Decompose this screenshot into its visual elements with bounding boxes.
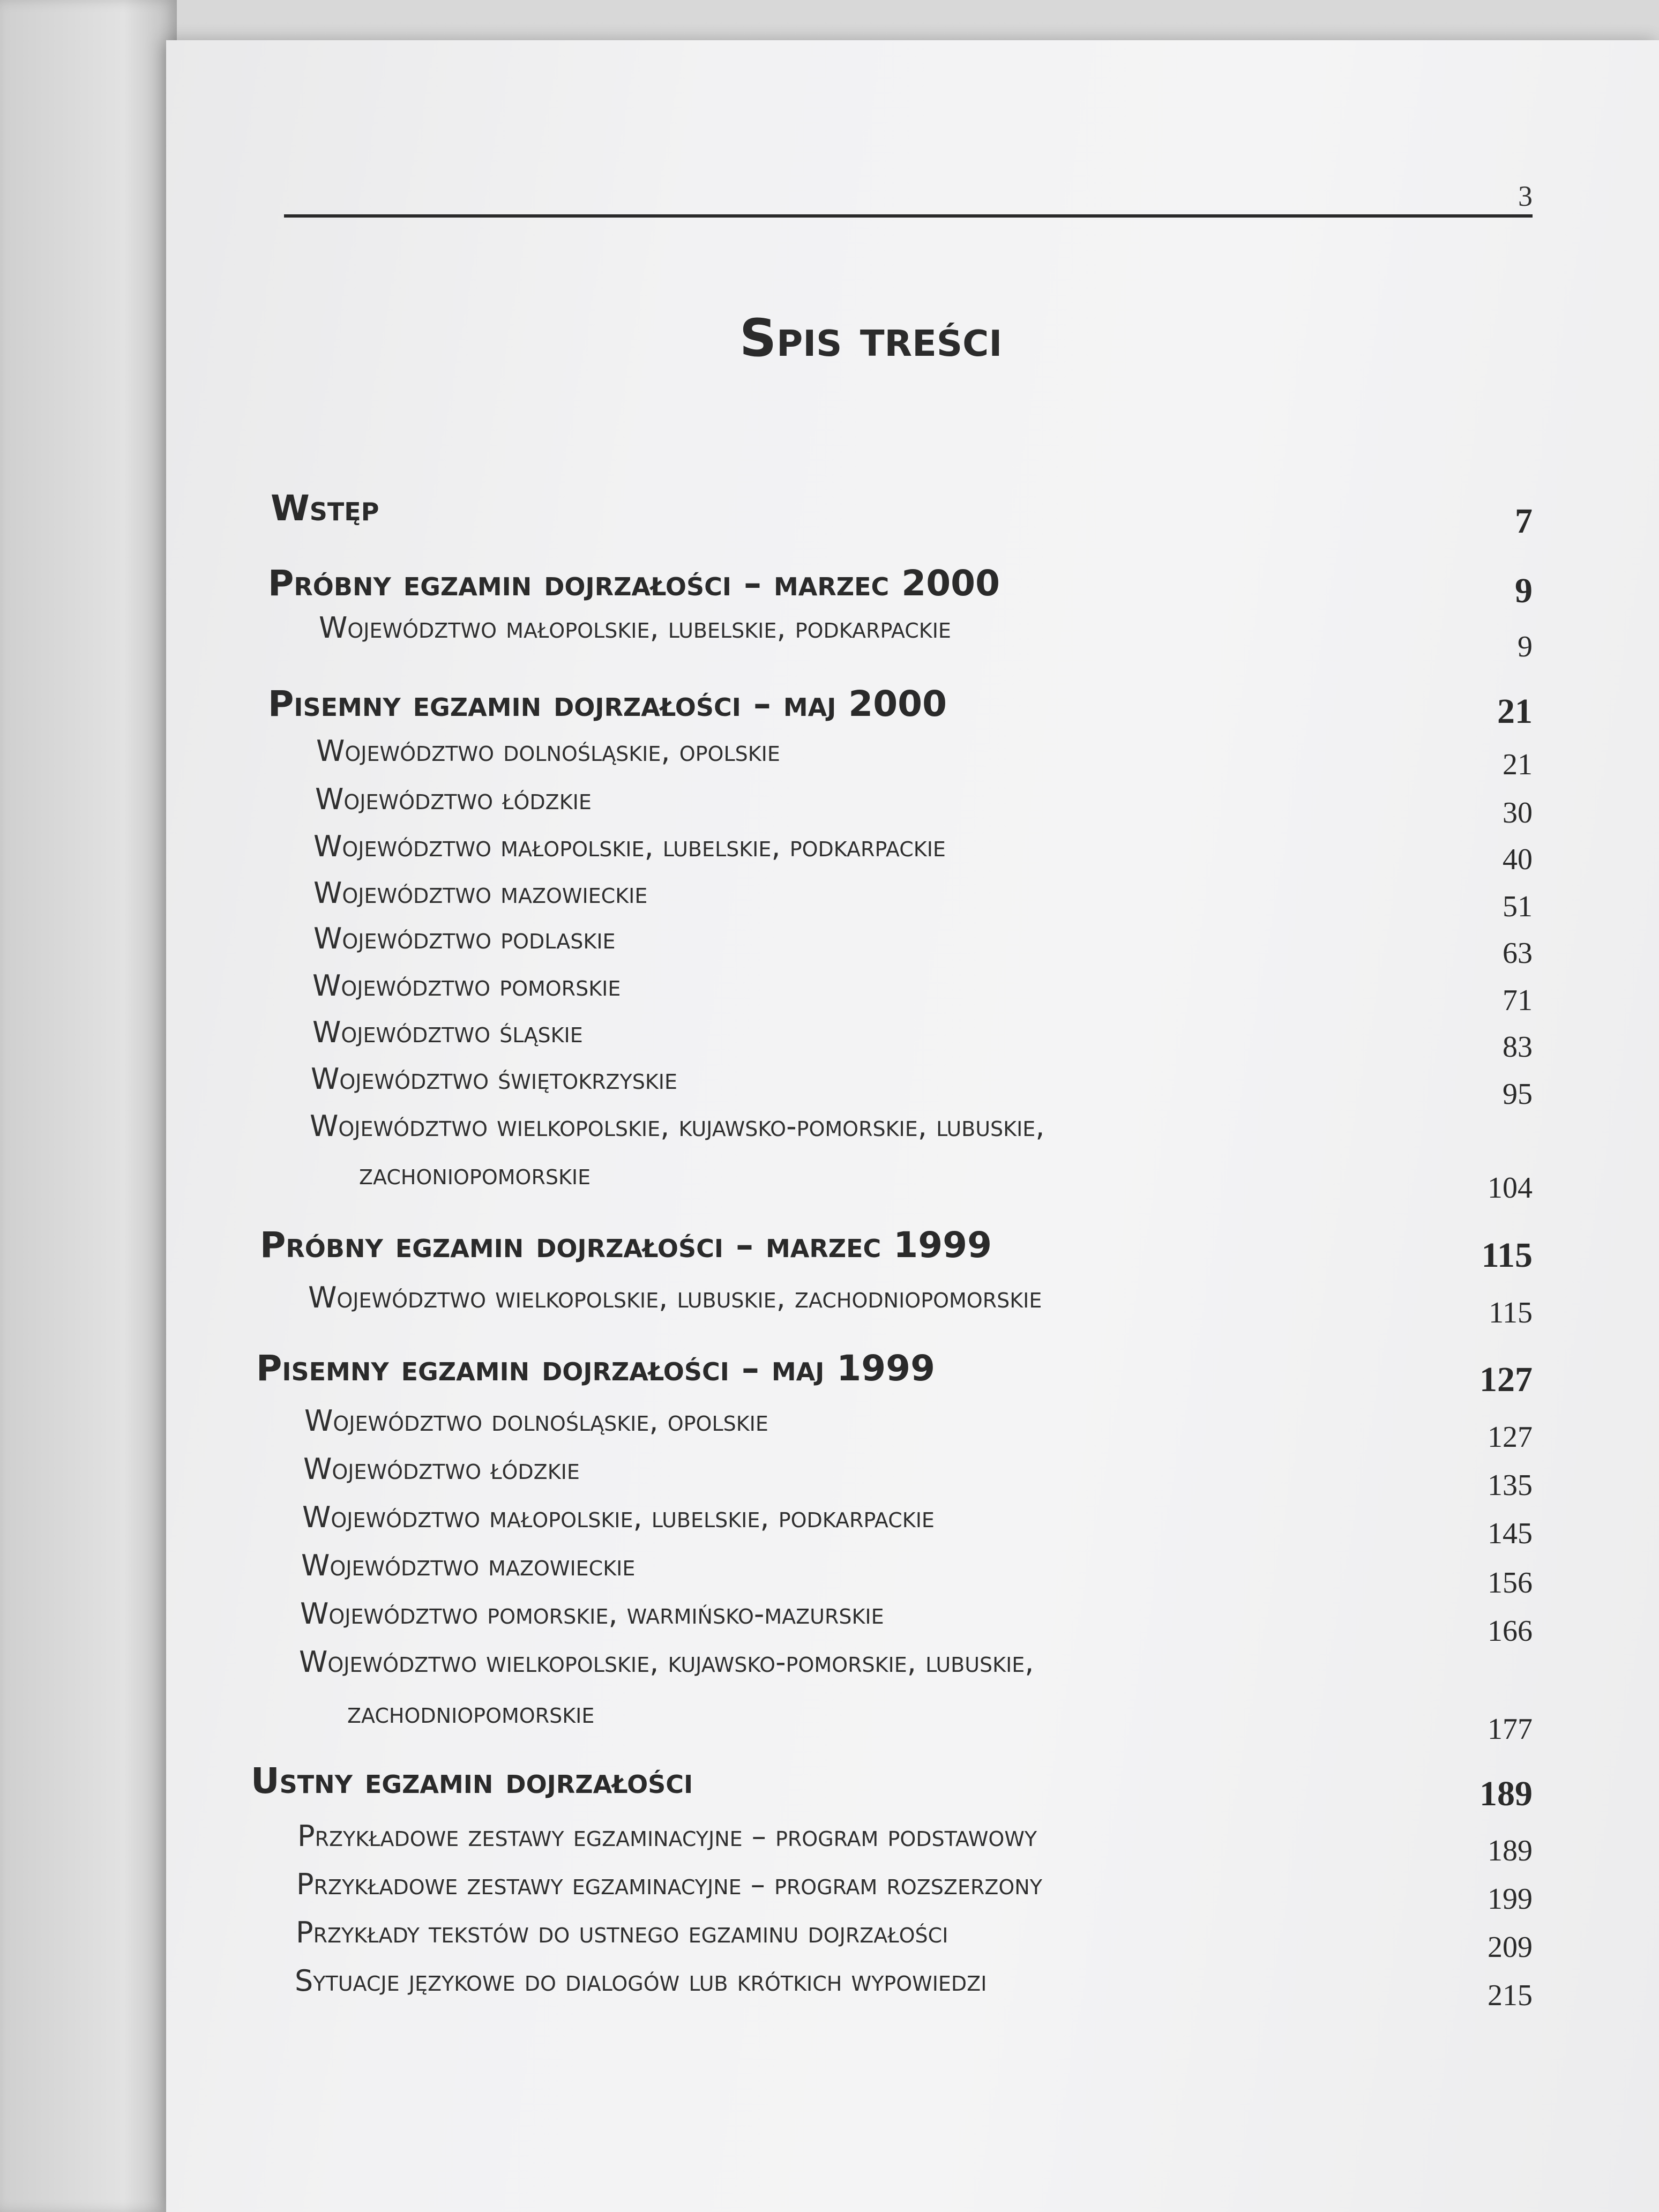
- page-title: Spis treści: [739, 308, 1003, 368]
- toc-entry-text: Województwo dolnośląskie, opolskie: [304, 1404, 768, 1438]
- toc-entry-text: Województwo pomorskie, warmińsko-mazurskie: [300, 1597, 884, 1631]
- toc-page-number: 63: [1503, 937, 1533, 970]
- toc-page-number: 21: [1503, 748, 1533, 781]
- toc-section-title: Próbny egzamin dojrzałości – marzec 1999: [260, 1224, 992, 1266]
- toc-page-number: 189: [1488, 1834, 1533, 1867]
- toc-page-number: 156: [1488, 1566, 1533, 1600]
- toc-entry-text: Województwo małopolskie, lubelskie, podkarpackie: [313, 829, 946, 863]
- toc-entry-text: zachodniopomorskie: [347, 1696, 595, 1730]
- toc-page-number: 95: [1503, 1078, 1533, 1111]
- toc-page-number: 40: [1503, 843, 1533, 876]
- toc-entry-text: Województwo dolnośląskie, opolskie: [316, 734, 780, 768]
- toc-page-number: 166: [1488, 1615, 1533, 1648]
- toc-page-number: 177: [1488, 1713, 1533, 1746]
- toc-entry-text: Województwo łódzkie: [315, 782, 592, 816]
- toc-entry-text: Województwo śląskie: [312, 1015, 583, 1049]
- toc-page-number: 127: [1488, 1421, 1533, 1454]
- toc-page-number: 83: [1503, 1030, 1533, 1064]
- toc-page-number: 9: [1515, 571, 1533, 610]
- toc-entry-text: Przykłady tekstów do ustnego egzaminu dojrzałości: [296, 1916, 948, 1949]
- toc-page-number: 135: [1488, 1469, 1533, 1502]
- toc-section-title: Ustny egzamin dojrzałości: [251, 1760, 693, 1802]
- toc-entry-text: zachoniopomorskie: [359, 1157, 591, 1191]
- page-number: 3: [1518, 180, 1533, 212]
- toc-entry-text: Sytuacje językowe do dialogów lub krótkich wypowiedzi: [295, 1964, 987, 1998]
- previous-page-edge: [0, 0, 177, 2212]
- toc-entry-text: Województwo świętokrzyskie: [311, 1062, 678, 1096]
- header-rule: [284, 214, 1533, 218]
- toc-page-number: 104: [1488, 1171, 1533, 1205]
- toc-page-number: 215: [1488, 1979, 1533, 2012]
- toc-entry-text: Województwo małopolskie, lubelskie, podkarpackie: [319, 611, 951, 645]
- toc-entry-text: Województwo łódzkie: [303, 1452, 580, 1486]
- toc-section-title: Pisemny egzamin dojrzałości – maj 2000: [268, 683, 947, 724]
- toc-page-number: 71: [1503, 984, 1533, 1017]
- toc-entry-text: Przykładowe zestawy egzaminacyjne – program podstawowy: [297, 1819, 1037, 1853]
- toc-page-number: 21: [1497, 692, 1533, 731]
- toc-page-number: 127: [1479, 1360, 1533, 1399]
- toc-entry-text: Województwo wielkopolskie, kujawsko-pomorskie, lubuskie,: [299, 1645, 1034, 1679]
- toc-page-number: 199: [1488, 1882, 1533, 1916]
- toc-page-number: 115: [1489, 1296, 1533, 1329]
- toc-page-number: 51: [1503, 890, 1533, 923]
- toc-entry-text: Województwo mazowieckie: [313, 876, 648, 910]
- toc-entry-text: Województwo wielkopolskie, kujawsko-pomorskie, lubuskie,: [310, 1109, 1045, 1143]
- toc-page-number: 209: [1488, 1931, 1533, 1964]
- toc-page-number: 30: [1503, 796, 1533, 829]
- toc-entry-text: Województwo mazowieckie: [301, 1549, 636, 1582]
- toc-entry-text: Województwo pomorskie: [312, 969, 621, 1003]
- toc-entry-text: Województwo podlaskie: [313, 922, 616, 955]
- toc-section-title: Pisemny egzamin dojrzałości – maj 1999: [256, 1348, 936, 1389]
- toc-entry-text: Przykładowe zestawy egzaminacyjne – program rozszerzony: [296, 1867, 1042, 1901]
- toc-page-number: 189: [1479, 1774, 1533, 1813]
- toc-page-number: 115: [1481, 1236, 1533, 1275]
- toc-page-number: 145: [1488, 1517, 1533, 1550]
- toc-section-title: Próbny egzamin dojrzałości – marzec 2000: [268, 563, 1000, 604]
- toc-section-title: Wstęp: [271, 488, 379, 529]
- toc-page-number: 7: [1515, 502, 1533, 541]
- toc-page-number: 9: [1518, 630, 1533, 663]
- toc-entry-text: Województwo wielkopolskie, lubuskie, zachodniopomorskie: [308, 1281, 1042, 1314]
- toc-entry-text: Województwo małopolskie, lubelskie, podkarpackie: [302, 1500, 935, 1534]
